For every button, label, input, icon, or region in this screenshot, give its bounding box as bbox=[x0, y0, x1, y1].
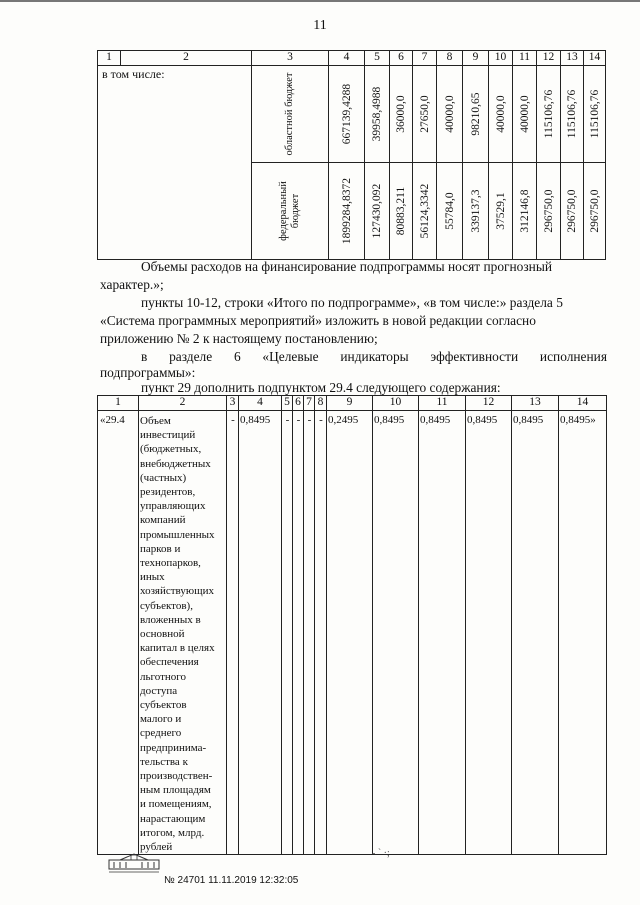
paragraph-line: подпрограммы»: bbox=[100, 365, 196, 380]
description-line: промышленных bbox=[140, 528, 215, 541]
column-header: 8 bbox=[315, 396, 327, 411]
row-name-regional: областной бюджет bbox=[252, 66, 329, 163]
column-header: 1 bbox=[98, 51, 121, 66]
description-line: основной bbox=[140, 628, 185, 641]
indicator-value: - bbox=[227, 411, 239, 855]
budget-value: 56124,3342 bbox=[413, 163, 437, 260]
budget-value: 339137,3 bbox=[463, 163, 489, 260]
description-line: (частных) bbox=[140, 471, 187, 484]
budget-value: 1899284,8372 bbox=[329, 163, 365, 260]
indicator-value: - bbox=[282, 411, 293, 855]
indicator-value: - bbox=[304, 411, 315, 855]
description-line: инвестиций bbox=[140, 429, 196, 442]
description-line: субъектов bbox=[140, 699, 187, 712]
pen-mark: - ` ·; bbox=[372, 848, 390, 859]
indicator-value: 0,8495» bbox=[559, 411, 607, 855]
column-header: 11 bbox=[513, 51, 537, 66]
paragraph-line: пункт 29 дополнить подпунктом 29.4 следующего содержания: bbox=[141, 380, 501, 395]
budget-value: 39958,4988 bbox=[365, 66, 390, 163]
description-line: малого и bbox=[140, 713, 182, 726]
description-line: (бюджетных, bbox=[140, 443, 202, 456]
column-header: 3 bbox=[227, 396, 239, 411]
column-header: 5 bbox=[282, 396, 293, 411]
description-line: и помещениям, bbox=[140, 798, 212, 811]
column-header: 2 bbox=[121, 51, 252, 66]
description-line: капитал в целях bbox=[140, 642, 215, 655]
budget-value: 296750,0 bbox=[537, 163, 561, 260]
description-line: предпринима- bbox=[140, 741, 207, 754]
column-header: 14 bbox=[584, 51, 606, 66]
indicator-value: - bbox=[315, 411, 327, 855]
budget-value: 40000,0 bbox=[437, 66, 463, 163]
indicator-number: «29.4 bbox=[98, 411, 139, 855]
description-line: вложенных в bbox=[140, 613, 201, 626]
indicator-value: 0,8495 bbox=[239, 411, 282, 855]
budget-value: 40000,0 bbox=[513, 66, 537, 163]
column-header: 3 bbox=[252, 51, 329, 66]
budget-value: 55784,0 bbox=[437, 163, 463, 260]
description-line: тельства к bbox=[140, 755, 188, 768]
budget-value: 40000,0 bbox=[489, 66, 513, 163]
row-name-federal: федеральный бюджет bbox=[252, 163, 329, 260]
column-header: 2 bbox=[139, 396, 227, 411]
column-header: 12 bbox=[466, 396, 512, 411]
column-header: 13 bbox=[512, 396, 559, 411]
column-header: 10 bbox=[489, 51, 513, 66]
budget-value: 98210,65 bbox=[463, 66, 489, 163]
column-header: 7 bbox=[413, 51, 437, 66]
budget-value: 296750,0 bbox=[561, 163, 584, 260]
column-header: 6 bbox=[390, 51, 413, 66]
description-line: доступа bbox=[140, 684, 178, 697]
description-line: Объем bbox=[140, 415, 171, 427]
paragraph-line: «Система программных мероприятий» изложить в новой редакции согласно bbox=[100, 313, 536, 328]
description-line: технопарков, bbox=[140, 557, 201, 570]
building-seal-icon bbox=[106, 852, 162, 874]
funding-table bbox=[97, 50, 606, 260]
scan-edge bbox=[0, 0, 640, 2]
column-header: 11 bbox=[419, 396, 466, 411]
indicator-value: 0,8495 bbox=[512, 411, 559, 855]
budget-value: 27650,0 bbox=[413, 66, 437, 163]
including-label: в том числе: bbox=[98, 66, 252, 260]
budget-value: 36000,0 bbox=[390, 66, 413, 163]
column-header: 6 bbox=[293, 396, 304, 411]
budget-value: 115106,76 bbox=[584, 66, 606, 163]
column-header: 7 bbox=[304, 396, 315, 411]
indicator-value: 0,8495 bbox=[419, 411, 466, 855]
description-line: иных bbox=[140, 571, 165, 584]
column-header: 4 bbox=[329, 51, 365, 66]
paragraph-line: приложению № 2 к настоящему постановлению; bbox=[100, 331, 378, 346]
description-line: среднего bbox=[140, 727, 182, 740]
description-line: субъектов), bbox=[140, 599, 193, 612]
budget-value: 80883,211 bbox=[390, 163, 413, 260]
description-line: хозяйствующих bbox=[140, 585, 214, 598]
description-line: рублей bbox=[140, 841, 173, 854]
page-number: 11 bbox=[313, 18, 327, 33]
description-line: ным площадям bbox=[140, 784, 211, 797]
column-header: 14 bbox=[559, 396, 607, 411]
budget-value: 312146,8 bbox=[513, 163, 537, 260]
description-line: управляющих bbox=[140, 500, 206, 513]
indicator-value: 0,8495 bbox=[373, 411, 419, 855]
column-header: 1 bbox=[98, 396, 139, 411]
description-line: производствен- bbox=[140, 770, 213, 783]
description-line: итогом, млрд. bbox=[140, 826, 205, 839]
column-header: 13 bbox=[561, 51, 584, 66]
indicator-value: 0,2495 bbox=[327, 411, 373, 855]
budget-value: 127430,092 bbox=[365, 163, 390, 260]
description-line: внебюджетных bbox=[140, 457, 211, 470]
paragraph-line: Объемы расходов на финансирование подпрограммы носят прогнозный bbox=[141, 259, 552, 274]
budget-value: 37529,1 bbox=[489, 163, 513, 260]
column-header: 8 bbox=[437, 51, 463, 66]
description-line: нарастающим bbox=[140, 812, 206, 825]
column-header: 5 bbox=[365, 51, 390, 66]
indicators-table bbox=[97, 395, 607, 855]
paragraph-line: пункты 10-12, строки «Итого по подпрограмме», «в том числе:» раздела 5 bbox=[141, 295, 563, 310]
column-header: 10 bbox=[373, 396, 419, 411]
column-header: 9 bbox=[463, 51, 489, 66]
description-line: льготного bbox=[140, 670, 187, 683]
description-line: обеспечения bbox=[140, 656, 199, 669]
description-line: резидентов, bbox=[140, 486, 196, 499]
registration-stamp: № 24701 11.11.2019 12:32:05 bbox=[164, 875, 299, 886]
column-header: 4 bbox=[239, 396, 282, 411]
description-line: парков и bbox=[140, 542, 181, 555]
description-line: компаний bbox=[140, 514, 186, 527]
budget-value: 115106,76 bbox=[537, 66, 561, 163]
budget-value: 115106,76 bbox=[561, 66, 584, 163]
indicator-value: - bbox=[293, 411, 304, 855]
column-header: 12 bbox=[537, 51, 561, 66]
indicator-description bbox=[139, 411, 227, 855]
budget-value: 667139,4288 bbox=[329, 66, 365, 163]
budget-value: 296750,0 bbox=[584, 163, 606, 260]
column-header: 9 bbox=[327, 396, 373, 411]
indicator-value: 0,8495 bbox=[466, 411, 512, 855]
paragraph-line: в разделе 6 «Целевые индикаторы эффективности исполнения bbox=[141, 349, 607, 364]
paragraph-line: характер.»; bbox=[100, 277, 164, 292]
